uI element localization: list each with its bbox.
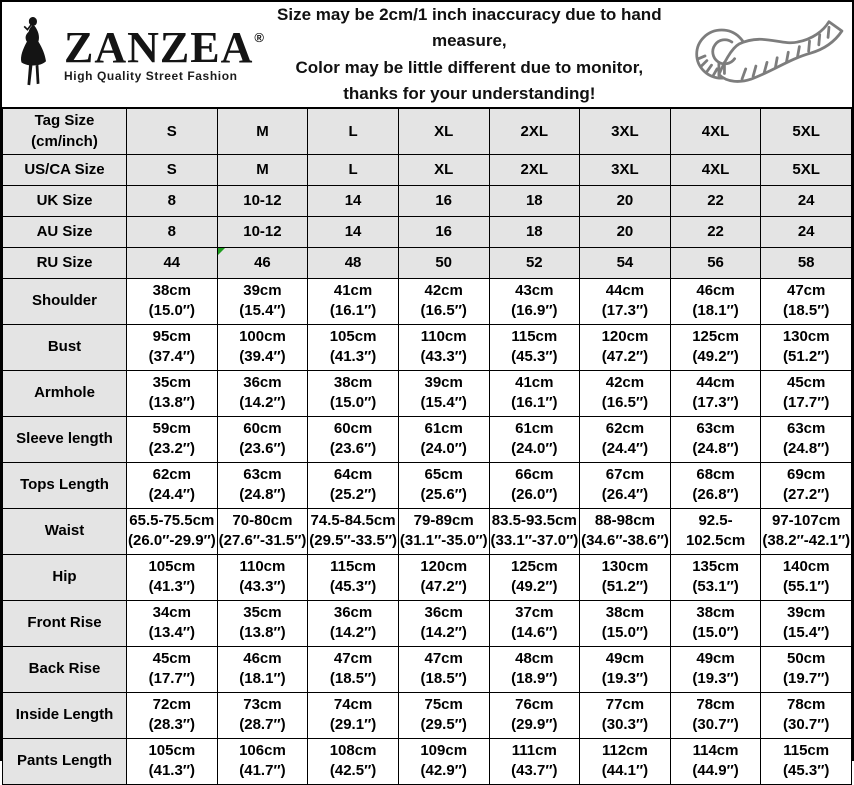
measurement-cell: 59cm (23.2″) [127,416,218,462]
measurement-cell: 37cm (14.6″) [489,600,580,646]
measurement-cell: 74cm (29.1″) [308,692,399,738]
measurement-cell: 78cm (30.7″) [670,692,761,738]
measurement-cell: 105cm (41.3″) [127,738,218,784]
measurement-cell: 45cm (17.7″) [761,370,852,416]
measurement-cell: 76cm (29.9″) [489,692,580,738]
measurement-cell: 64cm (25.2″) [308,462,399,508]
disclaimer-line-2: Color may be little different due to monitor, [295,57,644,77]
measurement-cell: 73cm (28.7″) [217,692,308,738]
banner [2,2,852,107]
disclaimer-line-1: Size may be 2cm/1 inch inaccuracy due to hand measure, [277,5,662,51]
measurement-cell: 110cm (43.3″) [398,324,489,370]
measurement-cell: 115cm (45.3″) [761,738,852,784]
size-header-cell: 22 [670,185,761,216]
brand-text [64,22,265,83]
measurement-cell: 105cm (41.3″) [308,324,399,370]
measurement-cell: 44cm (17.3″) [670,370,761,416]
measurement-cell: 63cm (24.8″) [761,416,852,462]
measurement-cell: 47cm (18.5″) [398,646,489,692]
row-label: Tops Length [3,462,127,508]
size-header-cell: 46 [217,247,308,278]
measurement-cell: 130cm (51.2″) [580,554,671,600]
size-header-cell: 50 [398,247,489,278]
size-header-cell: 24 [761,216,852,247]
measurement-cell: 77cm (30.3″) [580,692,671,738]
row-label: Waist [3,508,127,554]
measurement-cell: 60cm (23.6″) [308,416,399,462]
size-header-cell: 10-12 [217,185,308,216]
measurement-cell: 63cm (24.8″) [670,416,761,462]
row-label: Hip [3,554,127,600]
measurement-cell: 42cm (16.5″) [398,278,489,324]
row-label: Sleeve length [3,416,127,462]
size-header-cell: L [308,154,399,185]
measurement-cell: 68cm (26.8″) [670,462,761,508]
row-label: Back Rise [3,646,127,692]
size-header-cell: 8 [127,216,218,247]
table-row [3,324,852,370]
measurement-cell: 115cm (45.3″) [489,324,580,370]
row-label: RU Size [3,247,127,278]
measurement-cell: 140cm (55.1″) [761,554,852,600]
size-header-cell: 54 [580,247,671,278]
measurement-cell: 97-107cm (38.2″-42.1″) [761,508,852,554]
measurement-cell: 49cm (19.3″) [670,646,761,692]
size-header-cell: 18 [489,216,580,247]
row-label: UK Size [3,185,127,216]
size-header-cell: L [308,109,399,155]
size-header-cell: XL [398,109,489,155]
size-header-cell: 4XL [670,109,761,155]
measurement-cell: 106cm (41.7″) [217,738,308,784]
measurement-cell: 78cm (30.7″) [761,692,852,738]
measurement-cell: 135cm (53.1″) [670,554,761,600]
size-header-cell: 56 [670,247,761,278]
measurement-cell: 88-98cm (34.6″-38.6″) [580,508,671,554]
size-header-cell: 8 [127,185,218,216]
size-header-cell: 3XL [580,154,671,185]
size-header-cell: 4XL [670,154,761,185]
row-label: Shoulder [3,278,127,324]
measurement-cell: 34cm (13.4″) [127,600,218,646]
size-header-cell: 16 [398,216,489,247]
measure-disclaimer [267,2,682,107]
size-table [2,108,852,785]
size-table-wrap [2,107,852,785]
measurement-cell: 114cm (44.9″) [670,738,761,784]
table-row [3,185,852,216]
row-label: Tag Size (cm/inch) [3,109,127,155]
table-row [3,216,852,247]
measurement-cell: 43cm (16.9″) [489,278,580,324]
measurement-cell: 108cm (42.5″) [308,738,399,784]
measurement-cell: 35cm (13.8″) [217,600,308,646]
measurement-cell: 60cm (23.6″) [217,416,308,462]
row-label: Inside Length [3,692,127,738]
table-row [3,600,852,646]
size-header-cell: S [127,154,218,185]
size-header-cell: 14 [308,185,399,216]
brand-name: ZANZEA® [64,22,265,72]
size-table-body [3,109,852,785]
size-header-cell: 5XL [761,154,852,185]
woman-silhouette-icon [8,16,60,93]
size-header-cell: 2XL [489,154,580,185]
measurement-cell: 115cm (45.3″) [308,554,399,600]
measurement-cell: 47cm (18.5″) [308,646,399,692]
table-row [3,247,852,278]
table-row [3,416,852,462]
measurement-cell: 125cm (49.2″) [489,554,580,600]
table-row [3,462,852,508]
measurement-cell: 105cm (41.3″) [127,554,218,600]
table-row [3,692,852,738]
size-header-cell: 24 [761,185,852,216]
size-header-cell: 20 [580,216,671,247]
measurement-cell: 50cm (19.7″) [761,646,852,692]
measurement-cell: 49cm (19.3″) [580,646,671,692]
table-row [3,370,852,416]
size-header-cell: M [217,109,308,155]
measurement-cell: 38cm (15.0″) [670,600,761,646]
size-header-cell: 48 [308,247,399,278]
measurement-cell: 38cm (15.0″) [308,370,399,416]
measurement-cell: 130cm (51.2″) [761,324,852,370]
measurement-cell: 62cm (24.4″) [127,462,218,508]
table-row [3,554,852,600]
size-header-cell: 2XL [489,109,580,155]
measurement-cell: 120cm (47.2″) [580,324,671,370]
measurement-cell: 44cm (17.3″) [580,278,671,324]
size-header-cell: 22 [670,216,761,247]
measurement-cell: 110cm (43.3″) [217,554,308,600]
measurement-cell: 39cm (15.4″) [761,600,852,646]
cell-corner-marker [218,248,225,255]
measurement-cell: 66cm (26.0″) [489,462,580,508]
size-header-cell: M [217,154,308,185]
row-label: Pants Length [3,738,127,784]
table-row [3,154,852,185]
measurement-cell: 111cm (43.7″) [489,738,580,784]
row-label: AU Size [3,216,127,247]
row-label: Armhole [3,370,127,416]
table-row [3,738,852,784]
measurement-cell: 38cm (15.0″) [127,278,218,324]
size-header-cell: 14 [308,216,399,247]
row-label: Front Rise [3,600,127,646]
measurement-cell: 67cm (26.4″) [580,462,671,508]
disclaimer-line-3: thanks for your understanding! [343,84,596,104]
measurement-cell: 38cm (15.0″) [580,600,671,646]
measurement-cell: 100cm (39.4″) [217,324,308,370]
measurement-cell: 75cm (29.5″) [398,692,489,738]
measurement-cell: 39cm (15.4″) [217,278,308,324]
measurement-cell: 112cm (44.1″) [580,738,671,784]
measurement-cell: 65cm (25.6″) [398,462,489,508]
size-header-cell: 44 [127,247,218,278]
measurement-cell: 35cm (13.8″) [127,370,218,416]
tape-measure-icon [682,18,846,92]
measurement-cell: 63cm (24.8″) [217,462,308,508]
measurement-cell: 36cm (14.2″) [217,370,308,416]
row-label: US/CA Size [3,154,127,185]
size-header-cell: 5XL [761,109,852,155]
size-header-cell: 10-12 [217,216,308,247]
measurement-cell: 83.5-93.5cm (33.1″-37.0″) [489,508,580,554]
measurement-cell: 46cm (18.1″) [670,278,761,324]
measurement-cell: 92.5- 102.5cm [670,508,761,554]
measurement-cell: 47cm (18.5″) [761,278,852,324]
measurement-cell: 120cm (47.2″) [398,554,489,600]
measurement-cell: 61cm (24.0″) [398,416,489,462]
measurement-cell: 72cm (28.3″) [127,692,218,738]
measurement-cell: 42cm (16.5″) [580,370,671,416]
measurement-cell: 45cm (17.7″) [127,646,218,692]
measurement-cell: 95cm (37.4″) [127,324,218,370]
table-row [3,646,852,692]
measurement-cell: 109cm (42.9″) [398,738,489,784]
measurement-cell: 41cm (16.1″) [308,278,399,324]
table-row [3,109,852,155]
brand-logo [8,16,267,93]
measurement-cell: 46cm (18.1″) [217,646,308,692]
measurement-cell: 62cm (24.4″) [580,416,671,462]
size-header-cell: 20 [580,185,671,216]
measurement-cell: 36cm (14.2″) [308,600,399,646]
measurement-cell: 74.5-84.5cm (29.5″-33.5″) [308,508,399,554]
measurement-cell: 125cm (49.2″) [670,324,761,370]
row-label: Bust [3,324,127,370]
size-header-cell: S [127,109,218,155]
size-header-cell: 3XL [580,109,671,155]
size-header-cell: 18 [489,185,580,216]
measurement-cell: 61cm (24.0″) [489,416,580,462]
measurement-cell: 39cm (15.4″) [398,370,489,416]
measurement-cell: 41cm (16.1″) [489,370,580,416]
measurement-cell: 69cm (27.2″) [761,462,852,508]
size-header-cell: 52 [489,247,580,278]
table-row [3,508,852,554]
measurement-cell: 70-80cm (27.6″-31.5″) [217,508,308,554]
measurement-cell: 79-89cm (31.1″-35.0″) [398,508,489,554]
measurement-cell: 65.5-75.5cm (26.0″-29.9″) [127,508,218,554]
size-header-cell: XL [398,154,489,185]
table-row [3,278,852,324]
registered-mark: ® [254,29,265,45]
size-header-cell: 58 [761,247,852,278]
measurement-cell: 48cm (18.9″) [489,646,580,692]
size-header-cell: 16 [398,185,489,216]
measurement-cell: 36cm (14.2″) [398,600,489,646]
brand-tagline: High Quality Street Fashion [64,68,238,83]
